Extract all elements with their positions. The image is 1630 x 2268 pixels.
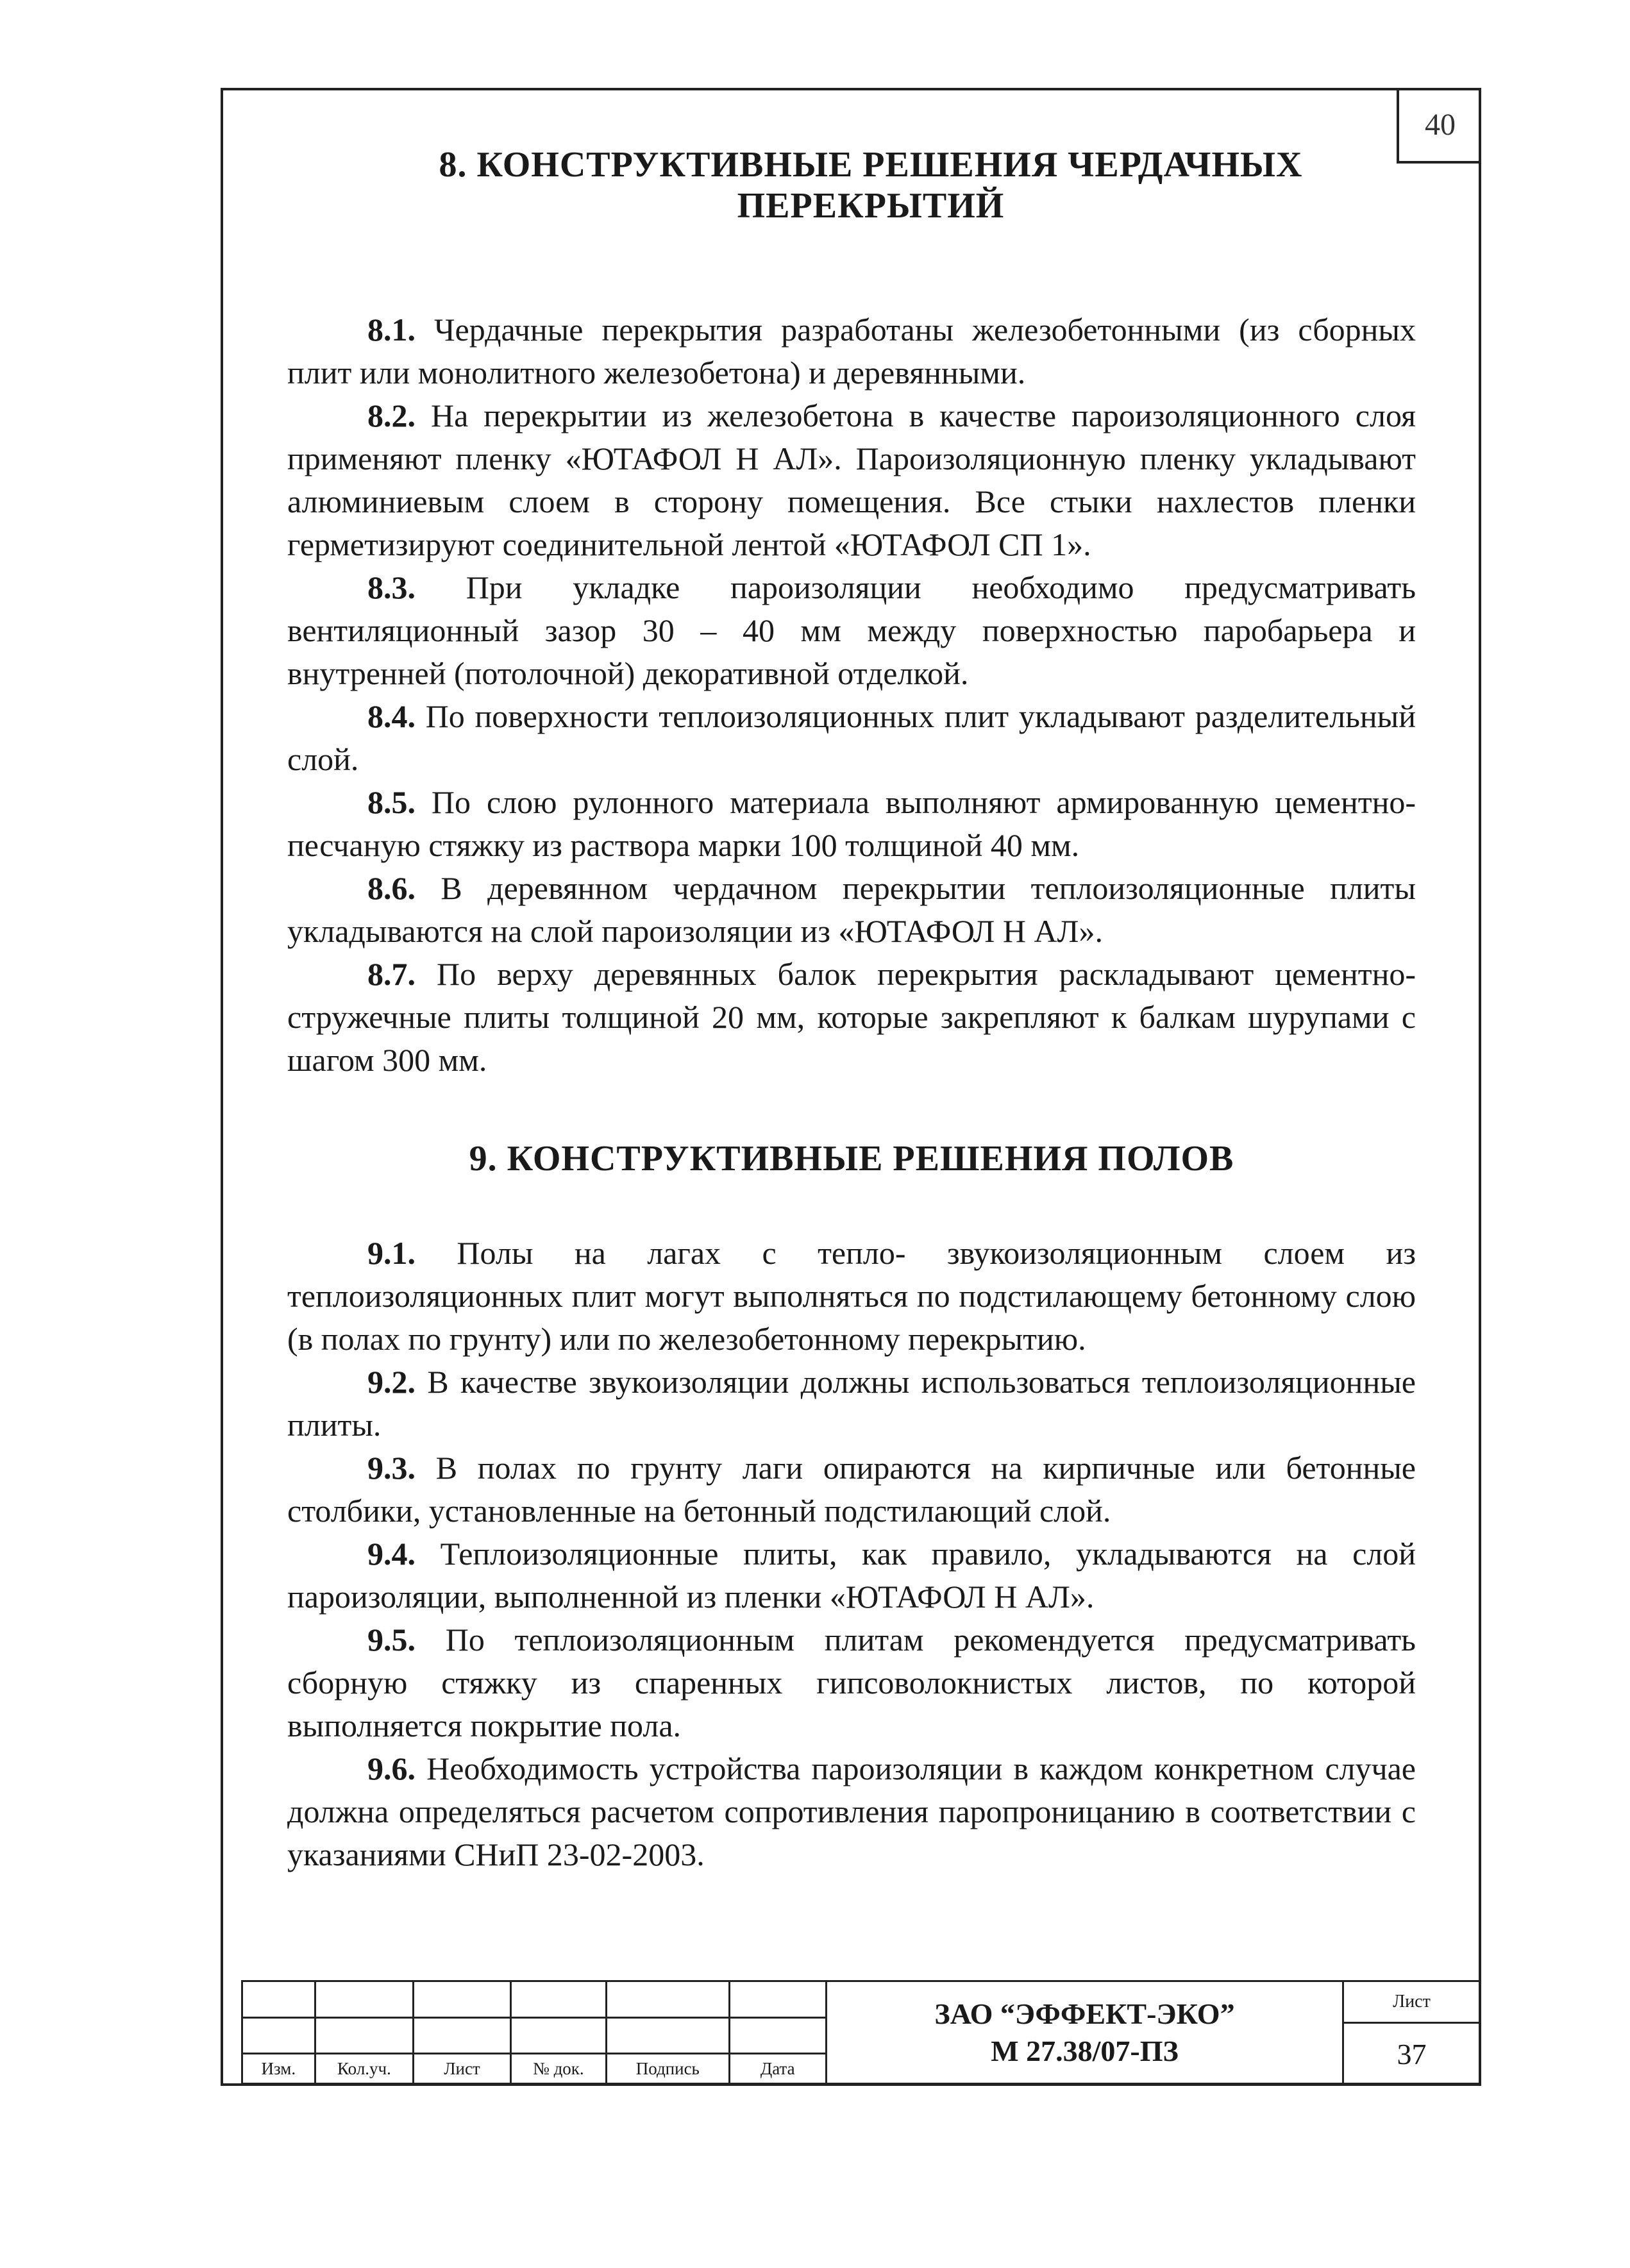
paragraph-text: В деревянном чердачном перекрытии теплоизоляционные плиты укладываются на слой пароизоляции из «ЮТАФОЛ Н АЛ».: [287, 870, 1416, 949]
page-number: 40: [1425, 107, 1456, 142]
paragraph-number: 9.5.: [367, 1622, 416, 1658]
document-code: М 27.38/07-ПЗ: [991, 2034, 1179, 2067]
revision-row: [242, 2017, 827, 2054]
paragraph-number: 9.3.: [367, 1450, 416, 1486]
paragraph-8-2: [287, 394, 1416, 566]
column-header: Изм.: [242, 2054, 315, 2084]
column-header: Кол.уч.: [315, 2054, 414, 2084]
paragraph-text: В полах по грунту лаги опираются на кирпичные или бетонные столбики, установленные на бетонный подстилающий слой.: [287, 1450, 1416, 1529]
paragraph-number: 9.2.: [367, 1364, 416, 1400]
section-9-paragraphs: [287, 1232, 1416, 1876]
paragraph-9-1: [287, 1232, 1416, 1361]
revision-row: [242, 1981, 827, 2018]
paragraph-number: 9.4.: [367, 1536, 416, 1572]
document-body: [287, 144, 1416, 1876]
paragraph-9-3: [287, 1447, 1416, 1533]
paragraph-8-5: [287, 781, 1416, 867]
column-header: № док.: [510, 2054, 606, 2084]
paragraph-9-6: [287, 1747, 1416, 1876]
paragraph-number: 9.6.: [367, 1751, 416, 1786]
section-8-paragraphs: [287, 308, 1416, 1082]
paragraph-number: 8.7.: [367, 956, 416, 992]
paragraph-9-5: [287, 1618, 1416, 1747]
paragraph-number: 9.1.: [367, 1235, 416, 1271]
column-header: Лист: [414, 2054, 510, 2084]
section-9-title: 9. КОНСТРУКТИВНЫЕ РЕШЕНИЯ ПОЛОВ: [469, 1139, 1234, 1179]
paragraph-8-7: [287, 953, 1416, 1082]
section-8-title: 8. КОНСТРУКТИВНЫЕ РЕШЕНИЯ ЧЕРДАЧНЫХ ПЕРЕКРЫТИЙ: [439, 145, 1303, 226]
paragraph-number: 8.3.: [367, 569, 416, 605]
paragraph-text: Чердачные перекрытия разработаны железобетонными (из сборных плит или монолитного железобетона) и деревянными.: [287, 312, 1416, 391]
title-block: [241, 1980, 1481, 2085]
paragraph-8-6: [287, 867, 1416, 953]
paragraph-8-4: [287, 695, 1416, 781]
paragraph-number: 8.1.: [367, 312, 416, 348]
paragraph-8-1: [287, 308, 1416, 394]
sheet-cell: [1344, 1980, 1481, 2085]
paragraph-text: По слою рулонного материала выполняют армированную цементно-песчаную стяжку из раствора марки 100 толщиной 40 мм.: [287, 784, 1416, 863]
paragraph-text: Теплоизоляционные плиты, как правило, укладываются на слой пароизоляции, выполненной из пленки «ЮТАФОЛ Н АЛ».: [287, 1536, 1416, 1615]
paragraph-text: По верху деревянных балок перекрытия раскладывают цементно-стружечные плиты толщиной 20 мм, которые закрепляют к балкам шурупами с шагом 300 мм.: [287, 956, 1416, 1078]
paragraph-number: 8.6.: [367, 870, 416, 906]
paragraph-9-4: [287, 1533, 1416, 1618]
paragraph-number: 8.2.: [367, 398, 416, 433]
organization-name: ЗАО “ЭФФЕКТ-ЭКО”: [934, 1997, 1235, 2030]
paragraph-8-3: [287, 566, 1416, 695]
paragraph-text: По поверхности теплоизоляционных плит укладывают разделительный слой.: [287, 698, 1416, 777]
paragraph-text: Полы на лагах с тепло- звукоизоляционным слоем из теплоизоляционных плит могут выполняться по подстилающему бетонному слою (в полах по грунту) или по железобетонному перекрытию.: [287, 1235, 1416, 1357]
column-header: Подпись: [607, 2054, 729, 2084]
paragraph-text: В качестве звукоизоляции должны использоваться теплоизоляционные плиты.: [287, 1364, 1416, 1443]
paragraph-number: 8.4.: [367, 698, 416, 734]
column-header: Дата: [729, 2054, 826, 2084]
sheet-number: 37: [1397, 2038, 1427, 2071]
revision-table: [241, 1980, 827, 2085]
sheet-label: Лист: [1344, 1982, 1479, 2024]
paragraph-text: На перекрытии из железобетона в качестве пароизоляционного слоя применяют пленку «ЮТАФОЛ Н АЛ». Пароизоляционную пленку укладывают алюминиевым слоем в сторону помещения. Все стыки нахлестов пленки герметизируют соединительной лентой «ЮТАФОЛ СП 1».: [287, 398, 1416, 562]
paragraph-text: По теплоизоляционным плитам рекомендуется предусматривать сборную стяжку из спаренных гипсоволокнистых листов, по которой выполняется покрытие пола.: [287, 1622, 1416, 1743]
organization-cell: [827, 1980, 1344, 2085]
paragraph-9-2: [287, 1361, 1416, 1447]
paragraph-text: Необходимость устройства пароизоляции в каждом конкретном случае должна определяться расчетом сопротивления паропроницанию в соответствии с указаниями СНиП 23-02-2003.: [287, 1751, 1416, 1872]
paragraph-number: 8.5.: [367, 784, 416, 820]
paragraph-text: При укладке пароизоляции необходимо предусматривать вентиляционный зазор 30 – 40 мм между поверхностью паробарьера и внутренней (потолочной) декоративной отделкой.: [287, 569, 1416, 691]
revision-header-row: [242, 2054, 827, 2084]
